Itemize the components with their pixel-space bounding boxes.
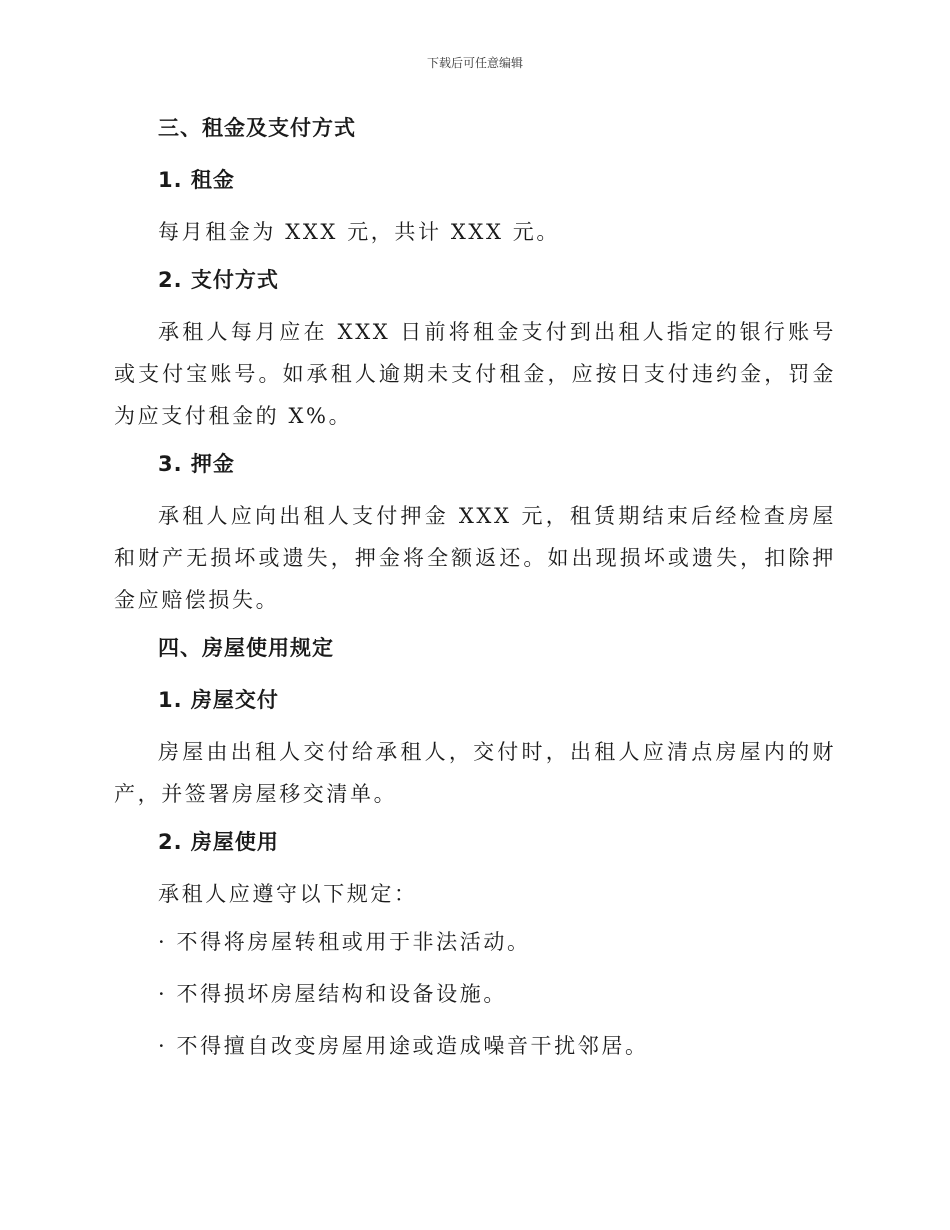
subheading-payment-method: 2. 支付方式 [158, 268, 279, 292]
paragraph-payment-method: 承租人每月应在 XXX 日前将租金支付到出租人指定的银行账号或支付宝账号。如承租人逾期未支付租金，应按日支付违约金，罚金为应支付租金的 X%。 [114, 320, 836, 428]
list-item: · 不得损坏房屋结构和设备设施。 [158, 982, 507, 1006]
subheading-house-usage: 2. 房屋使用 [158, 830, 279, 854]
list-item: · 不得擅自改变房屋用途或造成噪音干扰邻居。 [158, 1034, 649, 1058]
document-body [114, 113, 836, 1083]
subheading-rent: 1. 租金 [158, 168, 235, 192]
subheading-house-delivery: 1. 房屋交付 [158, 688, 279, 712]
paragraph-house-delivery: 房屋由出租人交付给承租人，交付时，出租人应清点房屋内的财产，并签署房屋移交清单。 [114, 740, 836, 806]
paragraph-house-usage-intro: 承租人应遵守以下规定： [158, 882, 418, 906]
list-item: · 不得将房屋转租或用于非法活动。 [158, 930, 531, 954]
section-heading-usage-rules: 四、房屋使用规定 [158, 636, 334, 660]
subheading-deposit: 3. 押金 [158, 452, 235, 476]
section-heading-rent: 三、租金及支付方式 [158, 116, 356, 140]
paragraph-rent-amount: 每月租金为 XXX 元，共计 XXX 元。 [158, 220, 561, 244]
page-header: 下载后可任意编辑 [426, 56, 523, 70]
paragraph-deposit: 承租人应向出租人支付押金 XXX 元，租赁期结束后经检查房屋和财产无损坏或遗失，押金将全额返还。如出现损坏或遗失，扣除押金应赔偿损失。 [114, 504, 836, 612]
